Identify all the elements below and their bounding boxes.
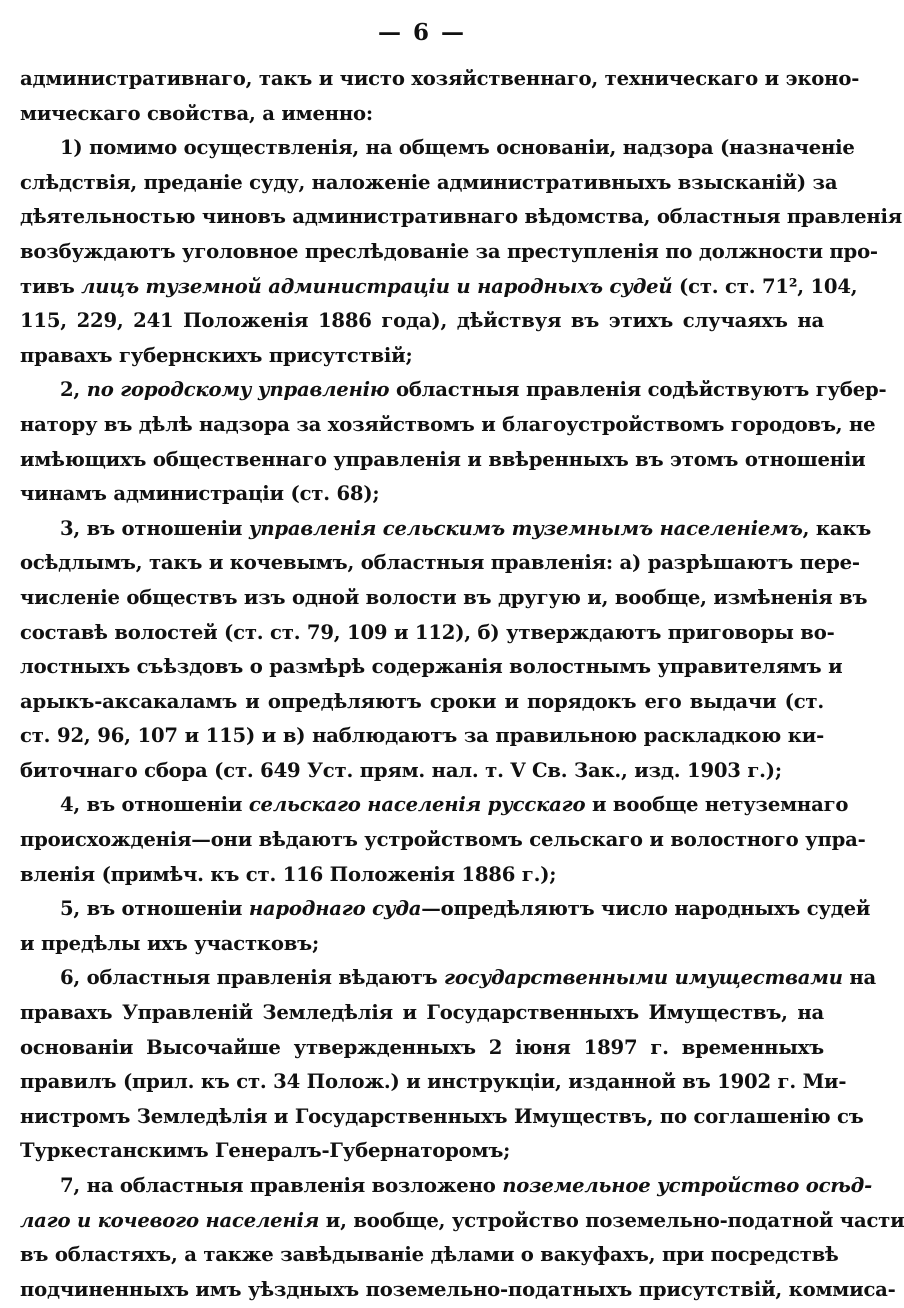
text-run: натору въ дѣлѣ надзора за хозяйствомъ и благоустройствомъ городовъ, не	[20, 412, 876, 436]
text-run: имѣющихъ общественнаго управленія и ввѣренныхъ въ этомъ отношеніи	[20, 447, 866, 471]
text-line	[20, 512, 872, 547]
text-run: возбуждаютъ уголовное преслѣдованіе за преступленія по должности про-	[20, 239, 878, 263]
text-line	[20, 270, 858, 305]
document-body	[20, 62, 904, 1307]
text-line	[20, 477, 824, 512]
text-run: слѣдствія, преданіе суду, наложеніе административныхъ взысканій) за	[20, 170, 838, 194]
italic-phrase: лаго и кочевого населенія	[20, 1208, 320, 1232]
text-line	[20, 408, 876, 443]
text-line	[20, 961, 877, 996]
text-run: происхожденія—они вѣдаютъ устройствомъ сельскаго и волостного упра-	[20, 828, 866, 852]
text-line	[20, 685, 824, 720]
italic-phrase: сельскаго населенія русскаго	[248, 793, 586, 817]
text-run: и предѣлы ихъ участковъ;	[20, 931, 319, 955]
text-line	[20, 62, 860, 97]
page-number: — 6 —	[377, 19, 467, 46]
text-run: , какъ	[802, 516, 872, 540]
text-line	[20, 200, 903, 235]
text-line	[20, 1134, 824, 1169]
text-line	[20, 788, 849, 823]
text-line	[20, 166, 838, 201]
text-run: мическаго свойства, а именно:	[20, 101, 373, 125]
text-run: лостныхъ съѣздовъ о размѣрѣ содержанія волостнымъ управителямъ и	[20, 655, 843, 679]
text-line	[20, 892, 871, 927]
text-line	[20, 339, 824, 374]
text-run: 1) помимо осуществленія, на общемъ основаніи, надзора (назначеніе	[60, 136, 855, 160]
text-run: 6, областныя правленія вѣдаютъ	[60, 966, 445, 990]
text-run: составѣ волостей (ст. ст. 79, 109 и 112), б) утверждаютъ приговоры во-	[20, 620, 835, 644]
text-run: Туркестанскимъ Генералъ-Губернаторомъ;	[20, 1139, 511, 1163]
italic-phrase: народнаго суда	[248, 897, 422, 921]
text-run: подчиненныхъ имъ уѣздныхъ поземельно-податныхъ присутствій, коммиса-	[20, 1277, 896, 1301]
text-run: вленія (примѣч. къ ст. 116 Положенія 1886 г.);	[20, 862, 557, 886]
text-run: на	[842, 966, 877, 990]
italic-phrase: управленія сельскимъ туземнымъ населеніемъ	[248, 516, 803, 540]
text-line	[20, 996, 824, 1031]
text-run: правахъ Управленій Земледѣлія и Государственныхъ Имуществъ, на	[20, 1001, 824, 1025]
text-run: ст. 92, 96, 107 и 115) и в) наблюдаютъ за правильною раскладкою ки-	[20, 724, 824, 748]
italic-phrase: лицъ туземной администраціи и народныхъ судей	[81, 274, 673, 298]
text-run: правахъ губернскихъ присутствій;	[20, 343, 413, 367]
text-run: дѣятельностью чиновъ административнаго вѣдомства, областныя правленія	[20, 205, 903, 229]
text-run: чинамъ администраціи (ст. 68);	[20, 482, 380, 506]
text-run: тивъ	[20, 274, 82, 298]
text-run: и, вообще, устройство поземельно-податной части	[319, 1208, 904, 1232]
text-run: и вообще нетуземнаго	[585, 793, 849, 817]
text-run: (ст. ст. 71², 104,	[672, 274, 858, 298]
text-line	[20, 1065, 847, 1100]
text-line	[20, 719, 824, 754]
text-run: биточнаго сбора (ст. 649 Уст. прям. нал. т. V Св. Зак., изд. 1903 г.);	[20, 758, 782, 782]
text-line	[20, 823, 866, 858]
text-line	[20, 754, 824, 789]
text-line	[20, 235, 878, 270]
italic-phrase: по городскому управленію	[86, 378, 390, 402]
text-line	[20, 1100, 864, 1135]
text-line	[20, 616, 835, 651]
text-line	[20, 858, 824, 893]
text-line	[20, 927, 824, 962]
italic-phrase: поземельное устройство осѣд-	[502, 1174, 873, 1197]
text-line	[20, 1273, 896, 1308]
italic-phrase: государственными имуществами	[444, 966, 843, 990]
text-line	[20, 1204, 904, 1239]
text-line	[20, 443, 866, 478]
text-run: нистромъ Земледѣлія и Государственныхъ Имуществъ, по соглашенію съ	[20, 1104, 864, 1128]
text-run: 115, 229, 241 Положенія 1886 года), дѣйствуя въ этихъ случаяхъ на	[20, 309, 824, 333]
text-line	[20, 1031, 824, 1066]
text-run: 5, въ отношеніи	[60, 897, 249, 921]
text-run: численіе обществъ изъ одной волости въ другую и, вообще, измѣненія въ	[20, 585, 868, 609]
text-run: въ областяхъ, а также завѣдываніе дѣлами о вакуфахъ, при посредствѣ	[20, 1243, 839, 1267]
text-line	[20, 373, 887, 408]
text-run: 4, въ отношеніи	[60, 793, 249, 817]
text-run: правилъ (прил. къ ст. 34 Полож.) и инструкціи, изданной въ 1902 г. Ми-	[20, 1070, 847, 1094]
text-run: арыкъ-аксакаламъ и опредѣляютъ сроки и порядокъ его выдачи (ст.	[20, 689, 824, 713]
text-line	[20, 97, 824, 132]
text-run: 2,	[60, 378, 87, 402]
text-line	[20, 546, 860, 581]
text-line	[20, 1169, 873, 1204]
text-run: основаніи Высочайше утвержденныхъ 2 іюня 1897 г. временныхъ	[20, 1035, 824, 1059]
text-line	[20, 131, 855, 166]
text-line	[20, 581, 868, 616]
text-line	[20, 304, 824, 339]
text-line	[20, 650, 843, 685]
text-run: —опредѣляютъ число народныхъ судей	[421, 897, 871, 921]
text-run: 7, на областныя правленія возложено	[60, 1174, 503, 1197]
text-run: 3, въ отношеніи	[60, 516, 249, 540]
text-run: административнаго, такъ и чисто хозяйственнаго, техническаго и эконо-	[20, 67, 860, 90]
text-run: осѣдлымъ, такъ и кочевымъ, областныя правленія: а) разрѣшаютъ пере-	[20, 551, 860, 575]
text-line	[20, 1238, 839, 1273]
text-run: областныя правленія содѣйствуютъ губер-	[389, 378, 887, 402]
